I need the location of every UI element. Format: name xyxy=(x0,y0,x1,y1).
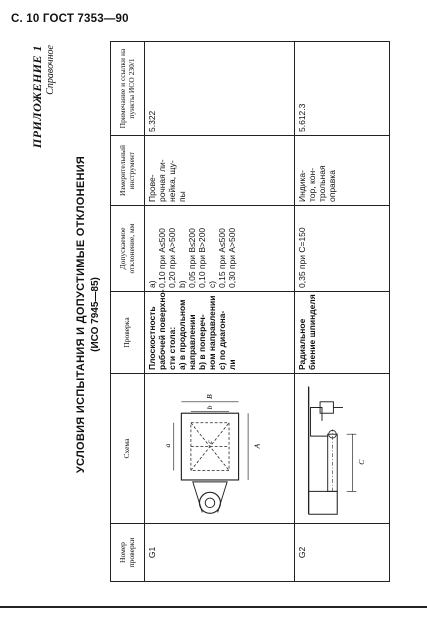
scheme-g2-cell xyxy=(295,374,390,524)
document-title: УСЛОВИЯ ИСПЫТАНИЯ И ДОПУСТИМЫЕ ОТКЛОНЕНИЯ xyxy=(75,155,87,474)
header-scheme: Схема xyxy=(111,374,145,524)
label-c: c xyxy=(204,440,214,444)
appendix-subtitle: Справочное xyxy=(45,45,56,95)
table-fixture-circle xyxy=(199,492,220,513)
instrument-g1-line: рочная ли- xyxy=(157,159,168,202)
tolerance-g1-line: b) xyxy=(177,280,188,288)
tolerance-g1-line: 0,05 при B≤200 xyxy=(187,228,198,288)
spindle-housing xyxy=(309,491,338,514)
label-A: A xyxy=(252,443,262,449)
check-g1-line: ли xyxy=(227,359,238,370)
note-g1: 5.322 xyxy=(145,42,295,136)
check-g1-line: направлении xyxy=(187,314,198,370)
scheme-g1-cell xyxy=(145,374,295,524)
test-conditions-table xyxy=(110,41,390,582)
bottom-rule xyxy=(0,606,427,608)
header-tolerance: Допускаемое отклонение, мм xyxy=(111,206,145,292)
label-a: a xyxy=(162,443,172,448)
check-number-g1: G1 xyxy=(145,524,295,582)
check-g1-line: сти стола: xyxy=(167,326,178,370)
instrument-g1-line: Прове- xyxy=(147,174,157,202)
tolerance-g1-line: 0,30 при A>500 xyxy=(227,227,238,288)
check-g1-line: Плоскостность xyxy=(147,306,157,370)
instrument-g1 xyxy=(145,136,295,206)
page-header: С. 10 ГОСТ 7353—90 xyxy=(11,13,129,25)
check-g2 xyxy=(295,292,390,374)
label-C: C xyxy=(356,459,366,465)
tolerance-g2 xyxy=(295,206,390,292)
instrument-g2 xyxy=(295,136,390,206)
check-g1-line: рабочей поверхно- xyxy=(157,289,168,370)
instrument-g1-line: нейка, щу- xyxy=(167,160,178,202)
table-row xyxy=(295,42,390,582)
table-fixture-hole xyxy=(205,498,215,508)
check-g1-line: с) по диагона- xyxy=(217,310,228,370)
tolerance-g1-line: 0,20 при A>500 xyxy=(167,227,178,288)
indicator-stand xyxy=(311,408,328,437)
table-flatness-scheme-diagram xyxy=(147,377,292,520)
tolerance-g1 xyxy=(145,206,295,292)
spindle-runout-scheme-diagram xyxy=(297,377,387,520)
instrument-g2-line: тор, кон- xyxy=(307,167,318,202)
header-note: Примечание и ссылки на пункты ИСО 230/1 xyxy=(111,42,145,136)
table-header-row xyxy=(111,42,145,582)
document-subtitle: (ИСО 7945—85) xyxy=(90,277,101,352)
check-number-g2: G2 xyxy=(295,524,390,582)
note-g2: 5.612.3 xyxy=(295,42,390,136)
check-g2-line: биение шпинделя xyxy=(307,294,318,370)
tolerance-g1-line: 0,10 при B>200 xyxy=(197,227,208,288)
tolerance-g2-line: 0,35 при C=150 xyxy=(297,227,307,288)
check-g2-line: Радиальное xyxy=(297,318,307,370)
check-g1-line: а) в продольном xyxy=(177,299,188,370)
rotated-page-content xyxy=(25,37,395,592)
instrument-g1-line: пы xyxy=(177,191,188,202)
tolerance-g1-line: c) xyxy=(207,280,218,288)
table-row xyxy=(145,42,295,582)
header-instrument: Измерительный инструмент xyxy=(111,136,145,206)
tolerance-g1-line: a) xyxy=(147,280,157,288)
tolerance-g1-line: 0,15 при A≤500 xyxy=(217,228,228,288)
instrument-g2-line: трольная xyxy=(317,165,328,202)
check-g1-line: ном направлении xyxy=(207,295,218,370)
check-g1 xyxy=(145,289,295,374)
check-g1-line: b) в попереч- xyxy=(197,314,208,370)
instrument-g2-line: Индика- xyxy=(297,170,307,202)
tolerance-g1-line: 0,10 при A≤500 xyxy=(157,228,168,288)
appendix-title: ПРИЛОЖЕНИЕ 1 xyxy=(30,45,44,149)
header-check: Проверка xyxy=(111,292,145,374)
instrument-g2-line: оправка xyxy=(327,170,338,202)
label-B: B xyxy=(204,394,214,399)
label-b: b xyxy=(204,405,214,410)
header-number: Номер проверки xyxy=(111,524,145,582)
